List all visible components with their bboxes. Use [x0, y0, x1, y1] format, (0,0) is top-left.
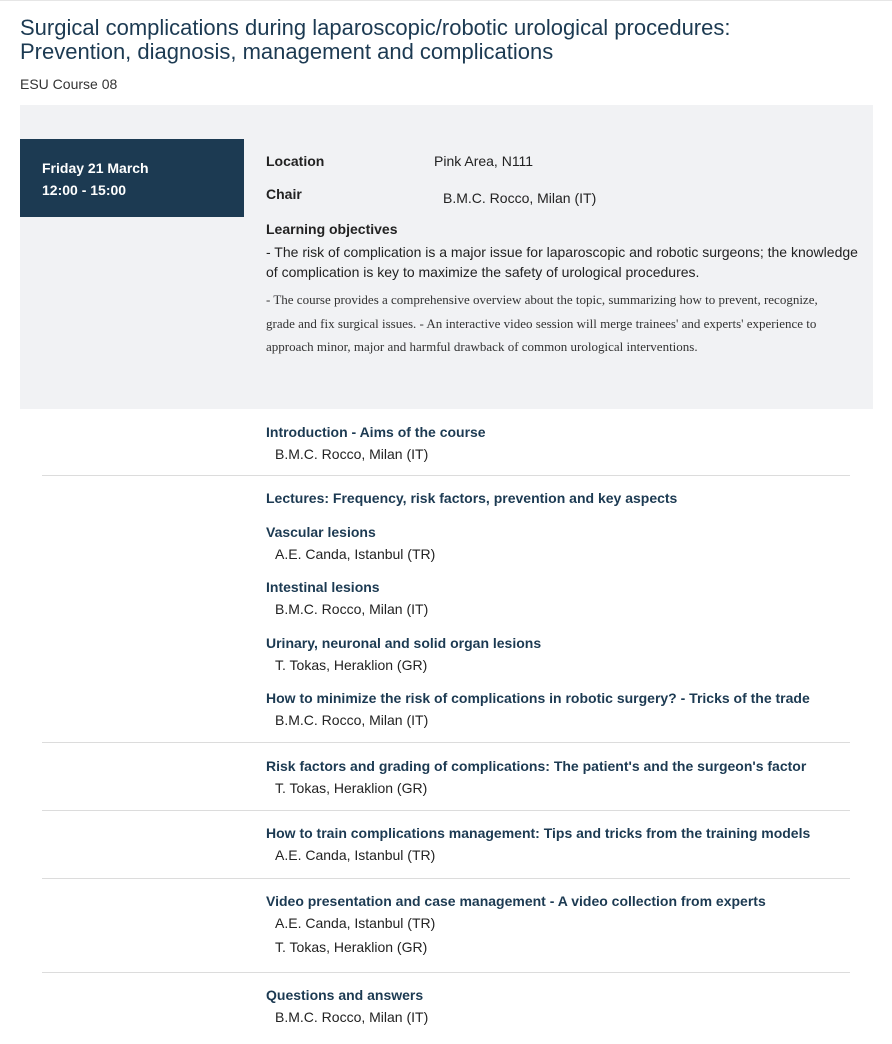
program-item-urinary-lesions — [266, 633, 866, 675]
item-title: Urinary, neuronal and solid organ lesions — [266, 635, 542, 651]
program-item-training — [266, 823, 866, 865]
divider — [42, 878, 850, 879]
speaker: A.E. Canda, Istanbul (TR) — [275, 847, 436, 863]
item-title: Introduction - Aims of the course — [266, 424, 486, 440]
speaker: A.E. Canda, Istanbul (TR) — [275, 915, 436, 931]
item-title: Risk factors and grading of complications: The patient's and the surgeon's factor — [266, 758, 807, 774]
item-title: How to train complications management: Tips and tricks from the training models — [266, 825, 811, 841]
program-item-questions-answers — [266, 985, 866, 1027]
program-item-lectures — [266, 488, 866, 508]
location-value: Pink Area, N111 — [434, 153, 534, 169]
speaker: B.M.C. Rocco, Milan (IT) — [275, 1009, 429, 1025]
item-title: Intestinal lesions — [266, 579, 380, 595]
speaker: B.M.C. Rocco, Milan (IT) — [275, 712, 429, 728]
speaker: T. Tokas, Heraklion (GR) — [275, 939, 428, 955]
course-code: ESU Course 08 — [20, 76, 118, 92]
program-item-video-presentation — [266, 891, 866, 957]
chair-label: Chair — [266, 186, 302, 202]
divider — [42, 972, 850, 973]
objectives-label: Learning objectives — [266, 221, 398, 237]
item-title: Questions and answers — [266, 987, 424, 1003]
item-title: Vascular lesions — [266, 524, 376, 540]
chair-value: B.M.C. Rocco, Milan (IT) — [443, 190, 597, 206]
top-rule — [0, 0, 892, 4]
item-title: How to minimize the risk of complications in robotic surgery? - Tricks of the trade — [266, 690, 810, 706]
program-item-minimize-risk — [266, 688, 866, 730]
page-title-line2: Prevention, diagnosis, management and complications — [20, 39, 554, 64]
program-item-introduction — [266, 422, 866, 464]
objectives-text-2: - The course provides a comprehensive overview about the topic, summarizing how to prevent, recognize, grade and fix surgical issues. - An interactive video session will merge trainees' and experts' experience to approach minor, major and harmful drawback of common urological interventions. — [266, 292, 818, 354]
program-item-risk-factors — [266, 756, 866, 798]
divider — [42, 475, 850, 476]
program-item-vascular-lesions — [266, 522, 866, 564]
divider — [42, 742, 850, 743]
page-title-line1: Surgical complications during laparoscopic/robotic urological procedures: — [20, 15, 731, 40]
item-title: Lectures: Frequency, risk factors, prevention and key aspects — [266, 490, 678, 506]
session-time: 12:00 - 15:00 — [42, 182, 127, 198]
speaker: T. Tokas, Heraklion (GR) — [275, 657, 428, 673]
speaker: B.M.C. Rocco, Milan (IT) — [275, 601, 429, 617]
program-item-intestinal-lesions — [266, 577, 866, 619]
session-date-box — [20, 139, 244, 217]
speaker: B.M.C. Rocco, Milan (IT) — [275, 446, 429, 462]
location-label: Location — [266, 153, 325, 169]
session-day: Friday 21 March — [42, 160, 149, 176]
page-title — [20, 16, 880, 64]
item-title: Video presentation and case management - A video collection from experts — [266, 893, 766, 909]
objectives-text-1: - The risk of complication is a major issue for laparoscopic and robotic surgeons; the knowledge of complication is key to maximize the safety of urological procedures. — [266, 244, 858, 280]
speaker: T. Tokas, Heraklion (GR) — [275, 780, 428, 796]
divider — [42, 810, 850, 811]
speaker: A.E. Canda, Istanbul (TR) — [275, 546, 436, 562]
